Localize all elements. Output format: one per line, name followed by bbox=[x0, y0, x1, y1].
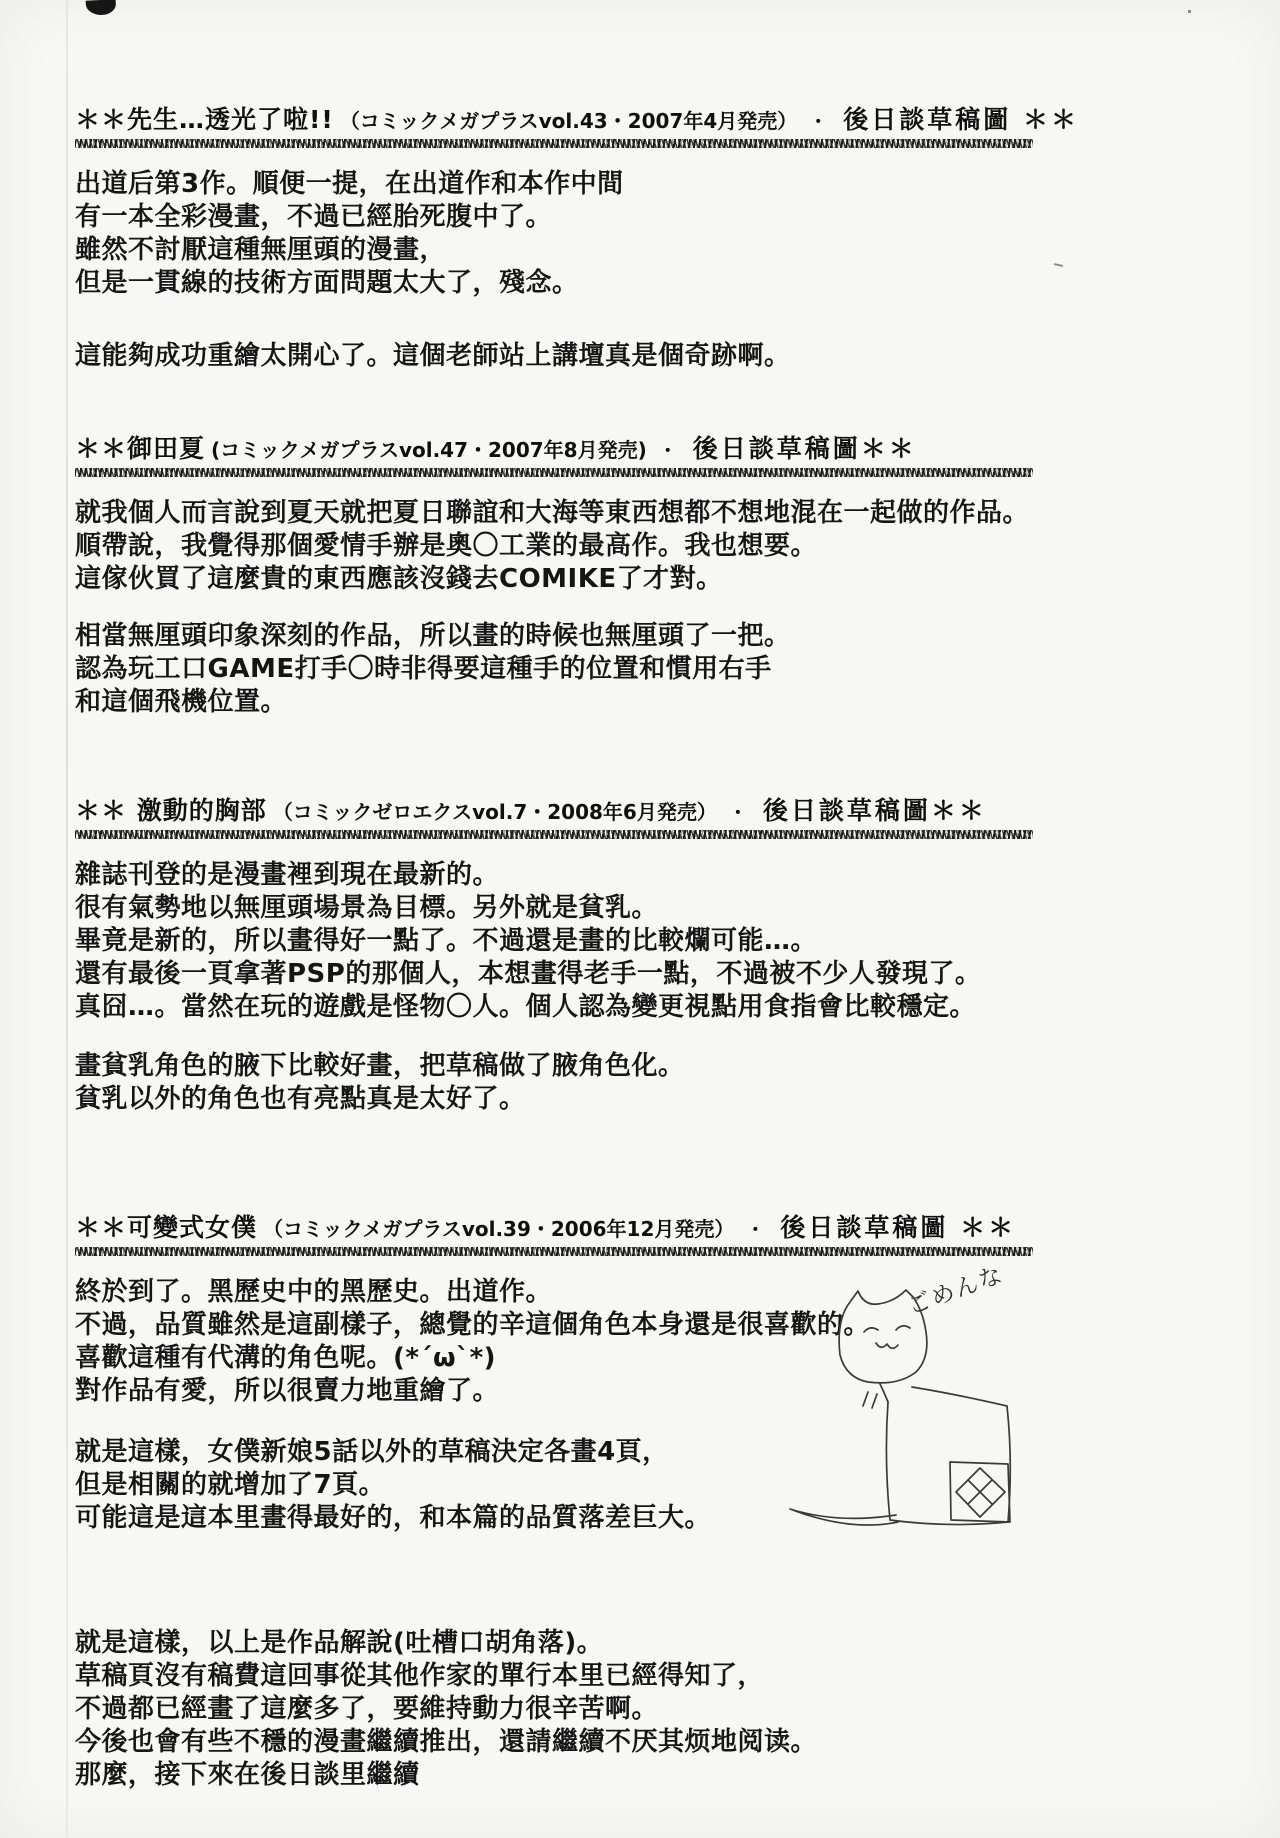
cat-eye-right bbox=[896, 1326, 910, 1330]
cat-eye-left bbox=[864, 1328, 878, 1332]
text-line: 雜誌刊登的是漫畫裡到現在最新的。 bbox=[75, 860, 500, 890]
text-line: 草稿頁沒有稿費這回事從其他作家的單行本里已經得知了， bbox=[75, 1661, 765, 1691]
section-header bbox=[75, 100, 1079, 136]
text-line: 但是一貫線的技術方面問題太大了，殘念。 bbox=[75, 268, 579, 298]
paragraph bbox=[75, 340, 1033, 373]
section-suffix: 後日談草稿圖＊＊ bbox=[762, 796, 987, 825]
pattern-cross bbox=[968, 1480, 992, 1504]
paragraph bbox=[75, 620, 1033, 719]
section-publication-info: （コミックメガプラスvol.39・2006年12月発売） bbox=[263, 1217, 735, 1241]
section-suffix: 後日談草稿圖 ＊＊ bbox=[843, 105, 1079, 134]
section-publication-info: （コミックゼロエクスvol.7・2008年6月発売） bbox=[272, 800, 717, 824]
section-divider bbox=[75, 139, 1033, 148]
cat-neck bbox=[880, 1384, 888, 1402]
closing-paragraph bbox=[75, 1627, 1033, 1792]
text-line: 出道后第3作。順便一提，在出道作和本作中間 bbox=[75, 169, 624, 199]
separator-dot: ・ bbox=[809, 112, 828, 133]
paragraph bbox=[75, 859, 1033, 1024]
paragraph bbox=[75, 1050, 1033, 1116]
section-header bbox=[75, 429, 1033, 465]
scan-edge bbox=[66, 0, 68, 1838]
separator-dot: ・ bbox=[658, 441, 677, 462]
paragraph bbox=[75, 168, 1033, 300]
section-title: ＊＊可變式女僕 bbox=[75, 1213, 258, 1242]
scan-speck bbox=[1188, 10, 1191, 13]
text-line: 不過都已經畫了這麼多了，要維持動力很辛苦啊。 bbox=[75, 1694, 659, 1724]
section-publication-info: (コミックメガプラスvol.47・2007年8月発売) bbox=[211, 438, 647, 462]
text-line: 相當無厘頭印象深刻的作品，所以畫的時候也無厘頭了一把。 bbox=[75, 621, 791, 651]
text-line: 就是這樣，以上是作品解說(吐槽口胡角落)。 bbox=[75, 1628, 604, 1658]
text-line: 很有氣勢地以無厘頭場景為目標。另外就是貧乳。 bbox=[75, 893, 659, 923]
text-line: 可能這是這本里畫得最好的，和本篇的品質落差巨大。 bbox=[75, 1503, 712, 1533]
cat-doodle-illustration bbox=[780, 1280, 1030, 1535]
text-line: 雖然不討厭這種無厘頭的漫畫， bbox=[75, 235, 447, 265]
cat-head bbox=[839, 1290, 927, 1383]
text-line: 畢竟是新的，所以畫得好一點了。不過還是畫的比較爛可能…。 bbox=[75, 926, 818, 956]
text-line: 貧乳以外的角色也有亮點真是太好了。 bbox=[75, 1084, 526, 1114]
separator-dot: ・ bbox=[728, 803, 747, 824]
section-title: ＊＊御田夏 bbox=[75, 434, 206, 463]
section-suffix: 後日談草稿圖 ＊＊ bbox=[780, 1213, 1017, 1242]
whisker-marks bbox=[863, 1392, 877, 1408]
text-line: 真囧…。當然在玩的遊戲是怪物〇人。個人認為變更視點用食指會比較穩定。 bbox=[75, 992, 977, 1022]
cat-tail bbox=[790, 1509, 898, 1525]
scan-speck bbox=[1054, 263, 1063, 267]
text-line: 有一本全彩漫畫，不過已經胎死腹中了。 bbox=[75, 202, 553, 232]
cat-mouth bbox=[876, 1343, 898, 1348]
section-divider bbox=[75, 830, 1033, 839]
text-line: 這能夠成功重繪太開心了。這個老師站上講壇真是個奇跡啊。 bbox=[75, 341, 791, 371]
section-publication-info: （コミックメガプラスvol.43・2007年4月発売） bbox=[339, 109, 798, 133]
separator-dot: ・ bbox=[746, 1220, 765, 1241]
text-line: 終於到了。黑歷史中的黑歷史。出道作。 bbox=[75, 1277, 553, 1307]
section-header bbox=[75, 791, 1033, 827]
text-line: 這傢伙買了這麼貴的東西應該沒錢去COMIKE了才對。 bbox=[75, 564, 723, 594]
section-divider bbox=[75, 1247, 1033, 1256]
text-line: 對作品有愛，所以很賣力地重繪了。 bbox=[75, 1376, 500, 1406]
text-line: 就我個人而言說到夏天就把夏日聯誼和大海等東西想都不想地混在一起做的作品。 bbox=[75, 498, 1030, 528]
text-line: 但是相關的就增加了7頁。 bbox=[75, 1470, 386, 1500]
text-line: 那麼，接下來在後日談里繼續 bbox=[75, 1760, 420, 1790]
text-line: 畫貧乳角色的腋下比較好畫，把草稿做了腋角色化。 bbox=[75, 1051, 685, 1081]
text-line: 今後也會有些不穩的漫畫繼續推出，還請繼續不厌其烦地阅读。 bbox=[75, 1727, 818, 1757]
text-line: 認為玩工口GAME打手〇時非得要這種手的位置和慣用右手 bbox=[75, 654, 772, 684]
section-suffix: 後日談草稿圖＊＊ bbox=[692, 434, 917, 463]
paragraph bbox=[75, 497, 1033, 596]
section-header bbox=[75, 1208, 1033, 1244]
text-line: 就是這樣，女僕新娘5話以外的草稿決定各畫4頁， bbox=[75, 1437, 669, 1467]
handwritten-note: ごめんな bbox=[904, 1261, 1008, 1321]
section-divider bbox=[75, 468, 1033, 477]
text-line: 還有最後一頁拿著PSP的那個人，本想畫得老手一點，不過被不少人發現了。 bbox=[75, 959, 982, 989]
text-line: 喜歡這種有代溝的角色呢。(*´ω`*) bbox=[75, 1343, 497, 1373]
text-line: 和這個飛機位置。 bbox=[75, 687, 288, 717]
text-line: 不過，品質雖然是這副樣子，總覺的辛這個角色本身還是很喜歡的。 bbox=[75, 1310, 871, 1340]
section-title: ＊＊ 激動的胸部 bbox=[75, 796, 267, 825]
text-line: 順帶說，我覺得那個愛情手辦是奧〇工業的最高作。我也想要。 bbox=[75, 531, 818, 561]
section-title: ＊＊先生…透光了啦!! bbox=[75, 105, 334, 134]
